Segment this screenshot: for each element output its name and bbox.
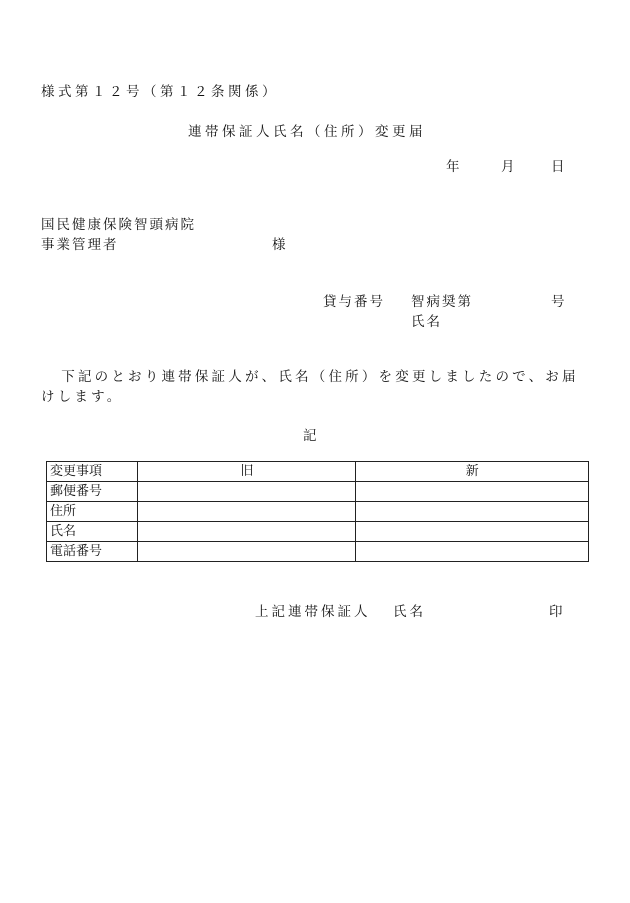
- date-month-label: 月: [501, 159, 517, 175]
- header-change-item: 変更事項: [47, 462, 138, 482]
- guarantor-name-label: 氏名: [393, 604, 426, 620]
- new-address-cell[interactable]: [356, 502, 589, 522]
- new-phone-cell[interactable]: [356, 542, 589, 562]
- row-label-address: 住所: [47, 502, 138, 522]
- table-row: [47, 482, 589, 502]
- table-row: [47, 522, 589, 542]
- addressee-position: 事業管理者: [41, 237, 119, 253]
- new-name-cell[interactable]: [356, 522, 589, 542]
- date-year-label: 年: [446, 159, 462, 175]
- old-postal-code-cell[interactable]: [138, 482, 356, 502]
- applicant-name-label: 氏名: [411, 314, 442, 330]
- row-label-name: 氏名: [47, 522, 138, 542]
- loan-number-label: 貸与番号: [323, 294, 385, 310]
- row-label-postal-code: 郵便番号: [47, 482, 138, 502]
- table-row: [47, 502, 589, 522]
- ki-heading: 記: [303, 428, 319, 444]
- form-number: 様式第１２号（第１２条関係）: [41, 84, 279, 100]
- document-title: 連帯保証人氏名（住所）変更届: [188, 124, 426, 140]
- old-phone-cell[interactable]: [138, 542, 356, 562]
- header-old: 旧: [138, 462, 356, 482]
- table-header-row: [47, 462, 589, 482]
- change-table: [46, 461, 589, 562]
- addressee-organization: 国民健康保険智頭病院: [41, 217, 196, 233]
- seal-mark: 印: [549, 604, 565, 620]
- loan-number-prefix: 智病奨第: [411, 294, 473, 310]
- old-name-cell[interactable]: [138, 522, 356, 542]
- new-postal-code-cell[interactable]: [356, 482, 589, 502]
- addressee-honorific: 様: [272, 237, 288, 253]
- guarantor-label: 上記連帯保証人: [255, 604, 371, 620]
- loan-number-suffix: 号: [551, 294, 567, 310]
- old-address-cell[interactable]: [138, 502, 356, 522]
- body-paragraph: 下記のとおり連帯保証人が、氏名（住所）を変更しましたので、お届けします。: [41, 369, 579, 405]
- row-label-phone: 電話番号: [47, 542, 138, 562]
- table-row: [47, 542, 589, 562]
- date-day-label: 日: [551, 159, 567, 175]
- header-new: 新: [356, 462, 589, 482]
